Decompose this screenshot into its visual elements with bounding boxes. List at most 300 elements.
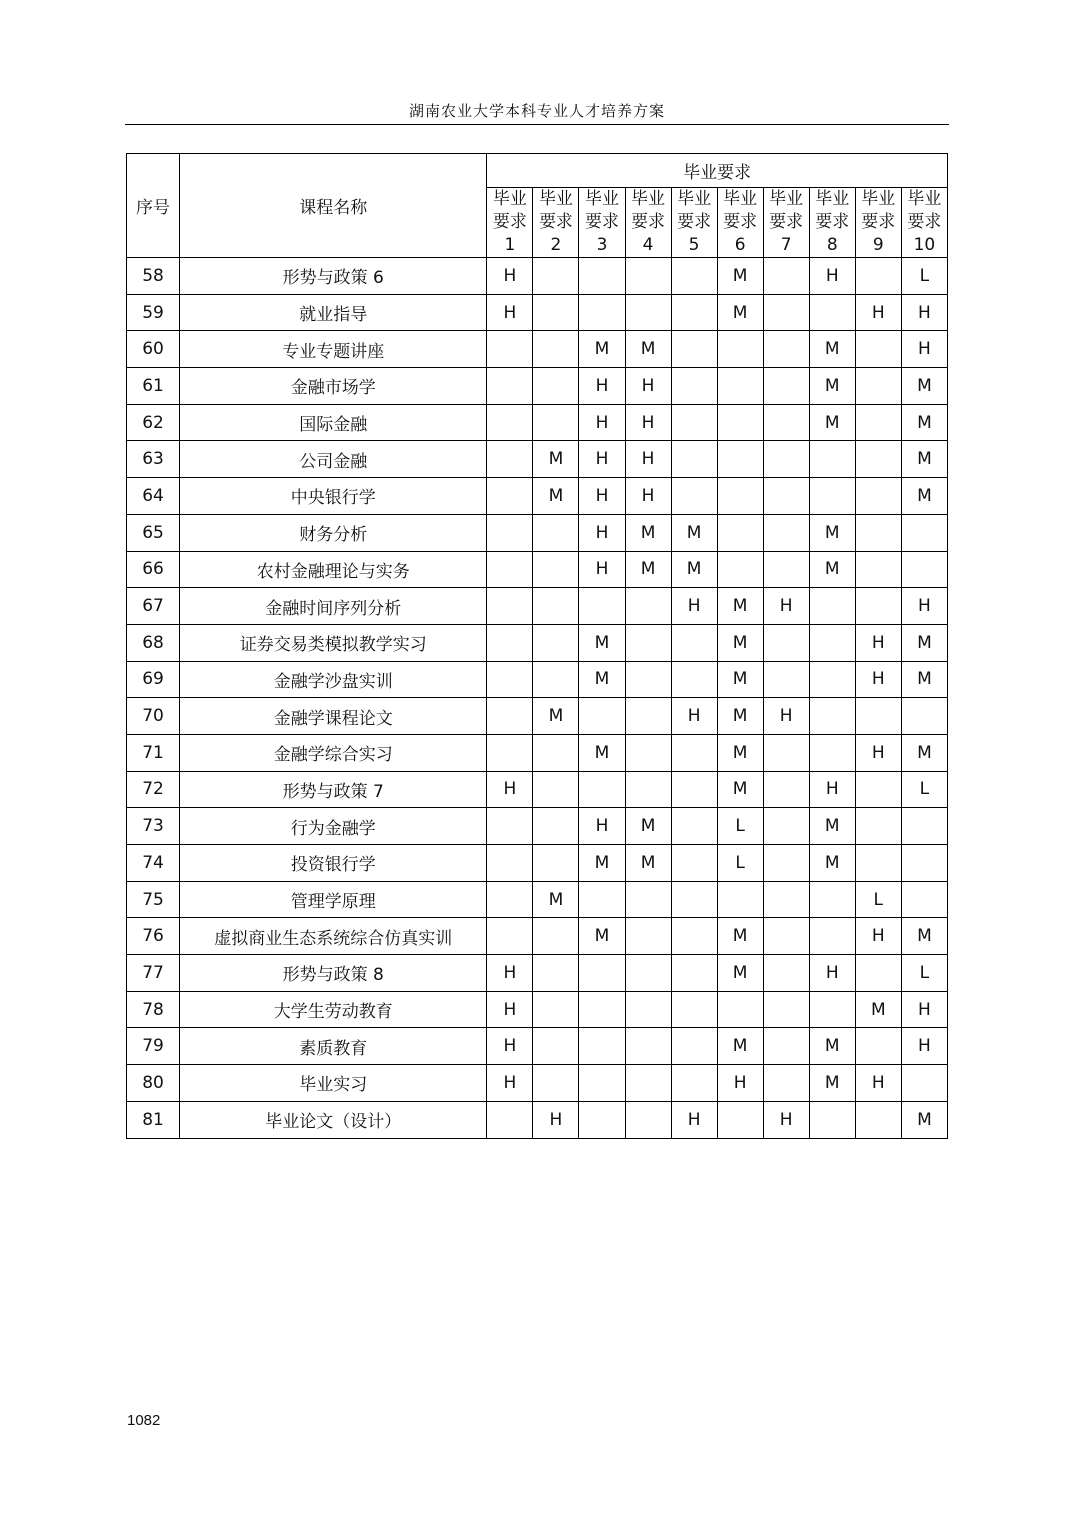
requirement-level-cell bbox=[487, 478, 533, 515]
requirement-level-cell: M bbox=[717, 294, 763, 331]
requirement-level-cell bbox=[671, 881, 717, 918]
requirement-level-cell: H bbox=[671, 1101, 717, 1138]
requirement-level-cell: H bbox=[901, 588, 947, 625]
table-row bbox=[127, 588, 948, 625]
row-seq: 70 bbox=[127, 698, 180, 735]
requirement-level-cell: M bbox=[625, 331, 671, 368]
requirement-level-cell bbox=[671, 624, 717, 661]
header-requirement-line: 要求 bbox=[769, 212, 804, 232]
header-graduation-requirements: 毕业要求 bbox=[487, 154, 948, 188]
row-seq: 78 bbox=[127, 991, 180, 1028]
row-seq: 62 bbox=[127, 404, 180, 441]
requirement-level-cell bbox=[763, 404, 809, 441]
requirement-level-cell bbox=[579, 991, 625, 1028]
requirement-level-cell bbox=[487, 551, 533, 588]
requirement-level-cell bbox=[717, 368, 763, 405]
header-requirement-line: 毕业 bbox=[815, 189, 850, 209]
header-requirement-line: 毕业 bbox=[769, 189, 804, 209]
requirement-level-cell bbox=[487, 404, 533, 441]
requirement-level-cell bbox=[763, 881, 809, 918]
requirement-level-cell: H bbox=[579, 404, 625, 441]
requirement-level-cell bbox=[579, 294, 625, 331]
requirement-level-cell bbox=[533, 771, 579, 808]
header-requirement-4 bbox=[625, 188, 671, 258]
header-requirement-line: 9 bbox=[872, 235, 884, 255]
requirement-level-cell bbox=[625, 624, 671, 661]
requirement-level-cell bbox=[533, 551, 579, 588]
requirement-level-cell bbox=[763, 1028, 809, 1065]
requirement-level-cell: M bbox=[579, 661, 625, 698]
requirement-level-cell: H bbox=[855, 294, 901, 331]
requirement-level-cell bbox=[809, 294, 855, 331]
requirement-level-cell bbox=[579, 1065, 625, 1102]
requirement-level-cell bbox=[763, 514, 809, 551]
requirement-level-cell bbox=[533, 661, 579, 698]
requirement-level-cell bbox=[671, 331, 717, 368]
header-requirement-line: 8 bbox=[826, 235, 838, 255]
requirement-level-cell bbox=[579, 1028, 625, 1065]
requirement-level-cell: M bbox=[717, 258, 763, 295]
requirement-level-cell bbox=[717, 881, 763, 918]
requirement-level-cell bbox=[671, 955, 717, 992]
row-course-name: 形势与政策 8 bbox=[180, 955, 487, 992]
requirement-level-cell bbox=[671, 771, 717, 808]
requirement-level-cell: M bbox=[579, 918, 625, 955]
requirement-level-cell: M bbox=[625, 845, 671, 882]
table-row bbox=[127, 918, 948, 955]
header-requirement-line: 7 bbox=[780, 235, 792, 255]
requirement-level-cell bbox=[763, 661, 809, 698]
requirement-level-cell bbox=[533, 1028, 579, 1065]
requirement-level-cell bbox=[671, 441, 717, 478]
requirement-level-cell bbox=[855, 258, 901, 295]
header-requirement-1 bbox=[487, 188, 533, 258]
requirement-level-cell bbox=[717, 404, 763, 441]
requirement-level-cell bbox=[855, 845, 901, 882]
requirement-level-cell: L bbox=[717, 808, 763, 845]
row-course-name: 公司金融 bbox=[180, 441, 487, 478]
requirements-matrix-table bbox=[126, 153, 948, 1139]
requirement-level-cell bbox=[717, 478, 763, 515]
requirement-level-cell bbox=[763, 258, 809, 295]
table-row bbox=[127, 331, 948, 368]
requirement-level-cell: H bbox=[625, 404, 671, 441]
requirement-level-cell: M bbox=[625, 808, 671, 845]
requirement-level-cell bbox=[763, 368, 809, 405]
requirement-level-cell bbox=[625, 661, 671, 698]
requirement-level-cell bbox=[855, 588, 901, 625]
requirement-level-cell bbox=[671, 808, 717, 845]
requirement-level-cell bbox=[625, 734, 671, 771]
requirement-level-cell bbox=[855, 478, 901, 515]
requirement-level-cell: M bbox=[809, 551, 855, 588]
requirement-level-cell bbox=[579, 588, 625, 625]
header-requirement-9 bbox=[855, 188, 901, 258]
table-row bbox=[127, 881, 948, 918]
requirement-level-cell: M bbox=[717, 588, 763, 625]
requirement-level-cell bbox=[533, 918, 579, 955]
requirement-level-cell: H bbox=[579, 478, 625, 515]
requirement-level-cell bbox=[763, 331, 809, 368]
requirement-level-cell bbox=[901, 1065, 947, 1102]
row-course-name: 专业专题讲座 bbox=[180, 331, 487, 368]
requirement-level-cell: H bbox=[901, 991, 947, 1028]
requirement-level-cell: H bbox=[579, 808, 625, 845]
table-row bbox=[127, 624, 948, 661]
requirement-level-cell bbox=[671, 1028, 717, 1065]
requirement-level-cell bbox=[809, 478, 855, 515]
row-course-name: 农村金融理论与实务 bbox=[180, 551, 487, 588]
row-seq: 66 bbox=[127, 551, 180, 588]
table-row bbox=[127, 551, 948, 588]
header-requirement-line: 毕业 bbox=[723, 189, 758, 209]
requirement-level-cell bbox=[809, 1101, 855, 1138]
requirement-level-cell bbox=[901, 698, 947, 735]
row-seq: 81 bbox=[127, 1101, 180, 1138]
header-rule bbox=[125, 124, 949, 125]
requirement-level-cell bbox=[625, 991, 671, 1028]
requirement-level-cell bbox=[717, 514, 763, 551]
requirement-level-cell bbox=[855, 698, 901, 735]
requirement-level-cell: M bbox=[901, 734, 947, 771]
requirement-level-cell: H bbox=[579, 514, 625, 551]
requirement-level-cell bbox=[579, 881, 625, 918]
header-requirement-3 bbox=[579, 188, 625, 258]
requirement-level-cell bbox=[533, 404, 579, 441]
requirement-level-cell bbox=[809, 661, 855, 698]
header-requirement-line: 1 bbox=[504, 235, 516, 255]
requirement-level-cell bbox=[579, 698, 625, 735]
requirement-level-cell: M bbox=[901, 661, 947, 698]
requirement-level-cell: H bbox=[901, 294, 947, 331]
row-course-name: 金融学综合实习 bbox=[180, 734, 487, 771]
header-seq: 序号 bbox=[127, 154, 180, 258]
requirement-level-cell bbox=[533, 955, 579, 992]
requirement-level-cell bbox=[763, 1065, 809, 1102]
requirement-level-cell: H bbox=[625, 368, 671, 405]
requirement-level-cell bbox=[533, 734, 579, 771]
requirement-level-cell: M bbox=[533, 881, 579, 918]
requirement-level-cell: M bbox=[625, 551, 671, 588]
requirement-level-cell bbox=[717, 551, 763, 588]
header-requirement-line: 要求 bbox=[584, 212, 619, 232]
requirement-level-cell: M bbox=[901, 404, 947, 441]
row-seq: 76 bbox=[127, 918, 180, 955]
requirement-level-cell bbox=[855, 1101, 901, 1138]
requirement-level-cell: H bbox=[763, 1101, 809, 1138]
header-requirement-2 bbox=[533, 188, 579, 258]
requirement-level-cell bbox=[625, 588, 671, 625]
header-requirement-line: 要求 bbox=[815, 212, 850, 232]
table-row bbox=[127, 404, 948, 441]
requirement-level-cell: M bbox=[717, 955, 763, 992]
requirement-level-cell bbox=[487, 661, 533, 698]
requirement-level-cell: M bbox=[717, 734, 763, 771]
requirement-level-cell bbox=[717, 1101, 763, 1138]
row-seq: 58 bbox=[127, 258, 180, 295]
requirement-level-cell bbox=[533, 588, 579, 625]
row-course-name: 形势与政策 7 bbox=[180, 771, 487, 808]
requirement-level-cell: M bbox=[717, 918, 763, 955]
requirement-level-cell bbox=[671, 918, 717, 955]
requirement-level-cell: M bbox=[717, 661, 763, 698]
requirement-level-cell bbox=[487, 588, 533, 625]
requirement-level-cell bbox=[487, 441, 533, 478]
requirement-level-cell bbox=[671, 991, 717, 1028]
running-header: 湖南农业大学本科专业人才培养方案 bbox=[408, 102, 665, 120]
header-requirement-line: 10 bbox=[913, 235, 936, 255]
requirement-level-cell bbox=[533, 1065, 579, 1102]
requirement-level-cell: M bbox=[901, 441, 947, 478]
row-course-name: 形势与政策 6 bbox=[180, 258, 487, 295]
requirement-level-cell bbox=[855, 441, 901, 478]
row-course-name: 金融时间序列分析 bbox=[180, 588, 487, 625]
row-seq: 75 bbox=[127, 881, 180, 918]
requirement-level-cell: H bbox=[625, 441, 671, 478]
header-requirement-line: 要求 bbox=[861, 212, 896, 232]
requirement-level-cell bbox=[533, 258, 579, 295]
row-seq: 80 bbox=[127, 1065, 180, 1102]
requirement-level-cell bbox=[533, 368, 579, 405]
requirement-level-cell bbox=[763, 478, 809, 515]
table-row bbox=[127, 808, 948, 845]
requirement-level-cell bbox=[855, 771, 901, 808]
requirement-level-cell bbox=[809, 991, 855, 1028]
table-row bbox=[127, 368, 948, 405]
row-course-name: 中央银行学 bbox=[180, 478, 487, 515]
header-requirement-line: 毕业 bbox=[492, 189, 527, 209]
requirement-level-cell: M bbox=[717, 771, 763, 808]
requirement-level-cell bbox=[671, 478, 717, 515]
row-course-name: 投资银行学 bbox=[180, 845, 487, 882]
header-requirement-line: 要求 bbox=[538, 212, 573, 232]
row-course-name: 毕业论文（设计） bbox=[180, 1101, 487, 1138]
row-seq: 60 bbox=[127, 331, 180, 368]
requirement-level-cell bbox=[763, 441, 809, 478]
table-body bbox=[127, 258, 948, 1139]
row-seq: 63 bbox=[127, 441, 180, 478]
requirement-level-cell: M bbox=[855, 991, 901, 1028]
row-seq: 72 bbox=[127, 771, 180, 808]
requirement-level-cell bbox=[487, 881, 533, 918]
requirement-level-cell: L bbox=[901, 258, 947, 295]
requirement-level-cell bbox=[579, 955, 625, 992]
requirement-level-cell: H bbox=[487, 294, 533, 331]
requirement-level-cell: H bbox=[533, 1101, 579, 1138]
row-course-name: 管理学原理 bbox=[180, 881, 487, 918]
header-requirement-6 bbox=[717, 188, 763, 258]
requirement-level-cell: L bbox=[901, 955, 947, 992]
table-row bbox=[127, 845, 948, 882]
requirement-level-cell bbox=[579, 771, 625, 808]
row-seq: 68 bbox=[127, 624, 180, 661]
header-requirement-line: 2 bbox=[550, 235, 562, 255]
requirement-level-cell: M bbox=[579, 624, 625, 661]
row-seq: 77 bbox=[127, 955, 180, 992]
header-requirement-7 bbox=[763, 188, 809, 258]
requirement-level-cell bbox=[487, 734, 533, 771]
requirement-level-cell: M bbox=[809, 808, 855, 845]
row-course-name: 财务分析 bbox=[180, 514, 487, 551]
requirement-level-cell bbox=[717, 441, 763, 478]
header-requirement-line: 3 bbox=[596, 235, 608, 255]
header-requirement-5 bbox=[671, 188, 717, 258]
requirement-level-cell: M bbox=[717, 624, 763, 661]
header-requirement-10 bbox=[901, 188, 947, 258]
requirement-level-cell bbox=[625, 1101, 671, 1138]
requirement-level-cell bbox=[625, 1065, 671, 1102]
requirement-level-cell: M bbox=[533, 698, 579, 735]
requirement-level-cell bbox=[487, 331, 533, 368]
table-row bbox=[127, 441, 948, 478]
requirement-level-cell bbox=[671, 661, 717, 698]
requirement-level-cell: H bbox=[809, 771, 855, 808]
requirement-level-cell: H bbox=[487, 771, 533, 808]
requirement-level-cell: H bbox=[901, 1028, 947, 1065]
row-course-name: 国际金融 bbox=[180, 404, 487, 441]
requirement-level-cell: M bbox=[901, 918, 947, 955]
requirement-level-cell bbox=[487, 624, 533, 661]
requirement-level-cell: M bbox=[809, 845, 855, 882]
requirement-level-cell: H bbox=[487, 258, 533, 295]
requirement-level-cell: H bbox=[763, 588, 809, 625]
requirement-level-cell bbox=[625, 918, 671, 955]
requirement-level-cell bbox=[809, 698, 855, 735]
requirement-level-cell: M bbox=[901, 1101, 947, 1138]
requirement-level-cell bbox=[763, 955, 809, 992]
row-seq: 73 bbox=[127, 808, 180, 845]
requirement-level-cell bbox=[625, 294, 671, 331]
requirement-level-cell bbox=[717, 331, 763, 368]
requirement-level-cell: H bbox=[487, 991, 533, 1028]
row-seq: 64 bbox=[127, 478, 180, 515]
requirement-level-cell: H bbox=[579, 368, 625, 405]
row-course-name: 金融市场学 bbox=[180, 368, 487, 405]
requirement-level-cell bbox=[671, 734, 717, 771]
requirement-level-cell: L bbox=[901, 771, 947, 808]
requirement-level-cell bbox=[487, 918, 533, 955]
row-course-name: 就业指导 bbox=[180, 294, 487, 331]
row-seq: 69 bbox=[127, 661, 180, 698]
requirement-level-cell bbox=[809, 441, 855, 478]
requirement-level-cell: M bbox=[533, 441, 579, 478]
requirement-level-cell bbox=[763, 808, 809, 845]
row-course-name: 素质教育 bbox=[180, 1028, 487, 1065]
header-requirement-line: 毕业 bbox=[907, 189, 942, 209]
requirement-level-cell bbox=[533, 624, 579, 661]
requirement-level-cell: M bbox=[579, 331, 625, 368]
row-seq: 59 bbox=[127, 294, 180, 331]
requirement-level-cell bbox=[533, 294, 579, 331]
requirement-level-cell bbox=[855, 331, 901, 368]
requirement-level-cell: M bbox=[717, 698, 763, 735]
requirement-level-cell: M bbox=[809, 331, 855, 368]
requirement-level-cell bbox=[763, 845, 809, 882]
requirement-level-cell: H bbox=[855, 661, 901, 698]
row-seq: 61 bbox=[127, 368, 180, 405]
row-seq: 65 bbox=[127, 514, 180, 551]
requirement-level-cell: H bbox=[855, 734, 901, 771]
requirement-level-cell bbox=[533, 331, 579, 368]
requirement-level-cell bbox=[901, 514, 947, 551]
requirement-level-cell bbox=[855, 808, 901, 845]
requirement-level-cell bbox=[671, 368, 717, 405]
requirement-level-cell: H bbox=[579, 551, 625, 588]
requirement-level-cell bbox=[487, 368, 533, 405]
requirement-level-cell bbox=[717, 991, 763, 1028]
row-seq: 74 bbox=[127, 845, 180, 882]
requirement-level-cell: M bbox=[809, 368, 855, 405]
requirement-level-cell bbox=[579, 258, 625, 295]
table-row bbox=[127, 478, 948, 515]
requirement-level-cell: M bbox=[579, 734, 625, 771]
requirement-level-cell bbox=[671, 294, 717, 331]
requirement-level-cell bbox=[809, 624, 855, 661]
header-requirement-line: 要求 bbox=[907, 212, 942, 232]
requirement-level-cell bbox=[763, 918, 809, 955]
requirement-level-cell: M bbox=[901, 478, 947, 515]
requirement-level-cell: H bbox=[487, 955, 533, 992]
requirement-level-cell bbox=[763, 991, 809, 1028]
header-requirement-line: 毕业 bbox=[861, 189, 896, 209]
header-requirement-line: 要求 bbox=[677, 212, 712, 232]
requirement-level-cell bbox=[533, 991, 579, 1028]
table-row bbox=[127, 661, 948, 698]
row-course-name: 毕业实习 bbox=[180, 1065, 487, 1102]
requirement-level-cell: H bbox=[671, 698, 717, 735]
table-row bbox=[127, 991, 948, 1028]
requirement-level-cell: H bbox=[487, 1065, 533, 1102]
row-course-name: 证券交易类模拟教学实习 bbox=[180, 624, 487, 661]
table-row bbox=[127, 294, 948, 331]
row-seq: 79 bbox=[127, 1028, 180, 1065]
requirement-level-cell: M bbox=[717, 1028, 763, 1065]
requirement-level-cell: H bbox=[809, 258, 855, 295]
table-row bbox=[127, 258, 948, 295]
table-row bbox=[127, 955, 948, 992]
requirement-level-cell bbox=[625, 1028, 671, 1065]
requirement-level-cell: H bbox=[855, 624, 901, 661]
row-course-name: 行为金融学 bbox=[180, 808, 487, 845]
requirement-level-cell bbox=[763, 771, 809, 808]
header-requirement-line: 要求 bbox=[723, 212, 758, 232]
requirement-level-cell bbox=[901, 881, 947, 918]
header-course-name: 课程名称 bbox=[180, 154, 487, 258]
requirement-level-cell bbox=[671, 845, 717, 882]
table-row bbox=[127, 734, 948, 771]
requirement-level-cell bbox=[763, 624, 809, 661]
requirement-level-cell bbox=[855, 1028, 901, 1065]
requirement-level-cell bbox=[671, 404, 717, 441]
requirement-level-cell bbox=[487, 808, 533, 845]
requirement-level-cell: H bbox=[855, 1065, 901, 1102]
requirement-level-cell bbox=[809, 881, 855, 918]
row-seq: 71 bbox=[127, 734, 180, 771]
requirement-level-cell: M bbox=[579, 845, 625, 882]
page-number: 1082 bbox=[127, 1412, 161, 1429]
requirement-level-cell bbox=[671, 258, 717, 295]
table-row bbox=[127, 1101, 948, 1138]
requirement-level-cell bbox=[579, 1101, 625, 1138]
header-requirement-8 bbox=[809, 188, 855, 258]
requirement-level-cell bbox=[625, 771, 671, 808]
requirement-level-cell bbox=[855, 514, 901, 551]
requirement-level-cell: H bbox=[671, 588, 717, 625]
table-row bbox=[127, 771, 948, 808]
row-course-name: 金融学课程论文 bbox=[180, 698, 487, 735]
requirement-level-cell bbox=[809, 588, 855, 625]
requirement-level-cell bbox=[901, 808, 947, 845]
